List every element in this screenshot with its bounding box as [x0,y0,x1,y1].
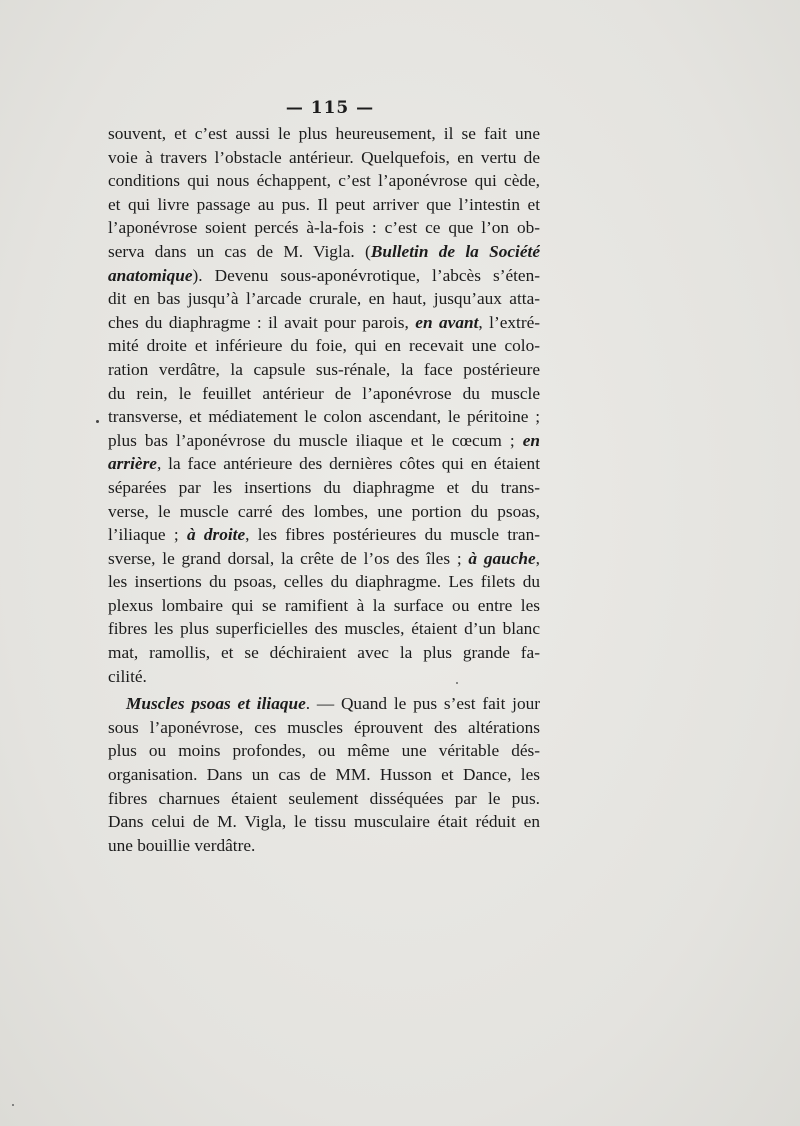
line-text: du rein, le feuillet antérieur de l’aponévrose du muscle [108,383,540,403]
text-line [108,146,540,170]
margin-mark [96,420,99,423]
emphasis-text: Muscles psoas et iliaque [126,694,306,714]
line-text: une bouillie verdâtre. [108,835,256,855]
line-text: conditions qui nous échappent, c’est l’aponévrose qui cède, [108,171,540,191]
text-line [108,193,540,217]
text-line [108,264,540,288]
text-line [108,358,540,382]
text-line [108,476,540,500]
emphasis-text: en avant [415,312,479,332]
text-line [108,570,540,594]
line-text: plus ou moins profondes, ou même une véritable dés- [108,741,540,761]
line-text: organisation. Dans un cas de MM. Husson et Dance, les [108,765,540,785]
line-text: mité droite et inférieure du foie, qui en recevait une colo- [108,336,540,356]
text-line [108,763,540,787]
text-line [108,382,540,406]
text-line [108,834,540,858]
text-line [108,523,540,547]
line-text: l’iliaque ; [108,525,187,545]
text-line [108,692,540,716]
dust-speck [456,682,458,684]
line-text: séparées par les insertions du diaphragme et du trans- [108,477,540,497]
emphasis-text: anatomique [108,265,193,285]
text-line [108,617,540,641]
text-line [108,594,540,618]
text-line [108,500,540,524]
text-line [108,334,540,358]
line-text: dit en bas jusqu’à l’arcade crurale, en haut, jusqu’aux atta- [108,289,540,309]
line-text: Dans celui de M. Vigla, le tissu musculaire était réduit en [108,812,540,832]
line-text: mat, ramollis, et se déchiraient avec la plus grande fa- [108,643,540,663]
text-line [108,716,540,740]
line-text: voie à travers l’obstacle antérieur. Quelquefois, en vertu de [108,147,540,167]
text-line [108,739,540,763]
line-text: sverse, le grand dorsal, la crête de l’os des îles ; [108,548,469,568]
text-line [108,641,540,665]
text-line [108,122,540,146]
body-text [108,122,540,857]
page-number: — 115 — [285,98,375,118]
line-text: , la face antérieure des dernières côtes qui en étaient [156,454,540,474]
line-text: l’aponévrose soient percés à-la-fois : c’est ce que l’on ob- [108,218,540,238]
line-text: serva dans un cas de M. Vigla. ( [108,241,371,261]
line-text: et qui livre passage au pus. Il peut arriver que l’intestin et [108,194,540,214]
dust-speck [12,1104,14,1106]
emphasis-text: en [522,430,540,450]
line-text: transverse, et médiatement le colon ascendant, le péritoine ; [108,407,540,427]
emphasis-text: Bulletin de la Société [370,241,540,261]
text-line [108,810,540,834]
text-line [108,240,540,264]
line-text: fibres charnues étaient seulement disséquées par le pus. [108,788,540,808]
line-text: . — Quand le pus s’est fait jour [305,694,540,714]
line-text: verse, le muscle carré des lombes, une portion du psoas, [108,501,540,521]
line-text: ches du diaphragme : il avait pour parois, [108,312,416,332]
line-text: , l’extré- [478,312,540,332]
line-text: fibres les plus superficielles des muscles, étaient d’un blanc [108,619,540,639]
text-line [108,169,540,193]
line-text: plus bas l’aponévrose du muscle iliaque et le cœcum ; [108,430,523,450]
text-line [108,405,540,429]
line-text: , les fibres postérieures du muscle tran- [245,525,540,545]
paragraph-2 [108,692,540,857]
line-text: plexus lombaire qui se ramifient à la surface ou entre les [108,595,540,615]
text-line [108,311,540,335]
text-line [108,547,540,571]
emphasis-text: à droite [186,525,246,545]
text-line [108,665,540,689]
line-text: , [535,548,540,568]
text-line [108,452,540,476]
line-text: cilité. [108,666,147,686]
line-text: les insertions du psoas, celles du diaphragme. Les filets du [108,572,540,592]
paragraph-1 [108,122,540,688]
line-text: sous l’aponévrose, ces muscles éprouvent des altérations [108,717,540,737]
emphasis-text: à gauche [468,548,536,568]
text-line [108,216,540,240]
line-text: ). Devenu sous-aponévrotique, l’abcès s’éten- [192,265,540,285]
text-line [108,429,540,453]
text-line [108,287,540,311]
line-text: souvent, et c’est aussi le plus heureusement, il se fait une [108,124,540,143]
line-text: ration verdâtre, la capsule sus-rénale, la face postérieure [108,359,540,379]
text-line [108,787,540,811]
emphasis-text: arrière [108,454,157,474]
